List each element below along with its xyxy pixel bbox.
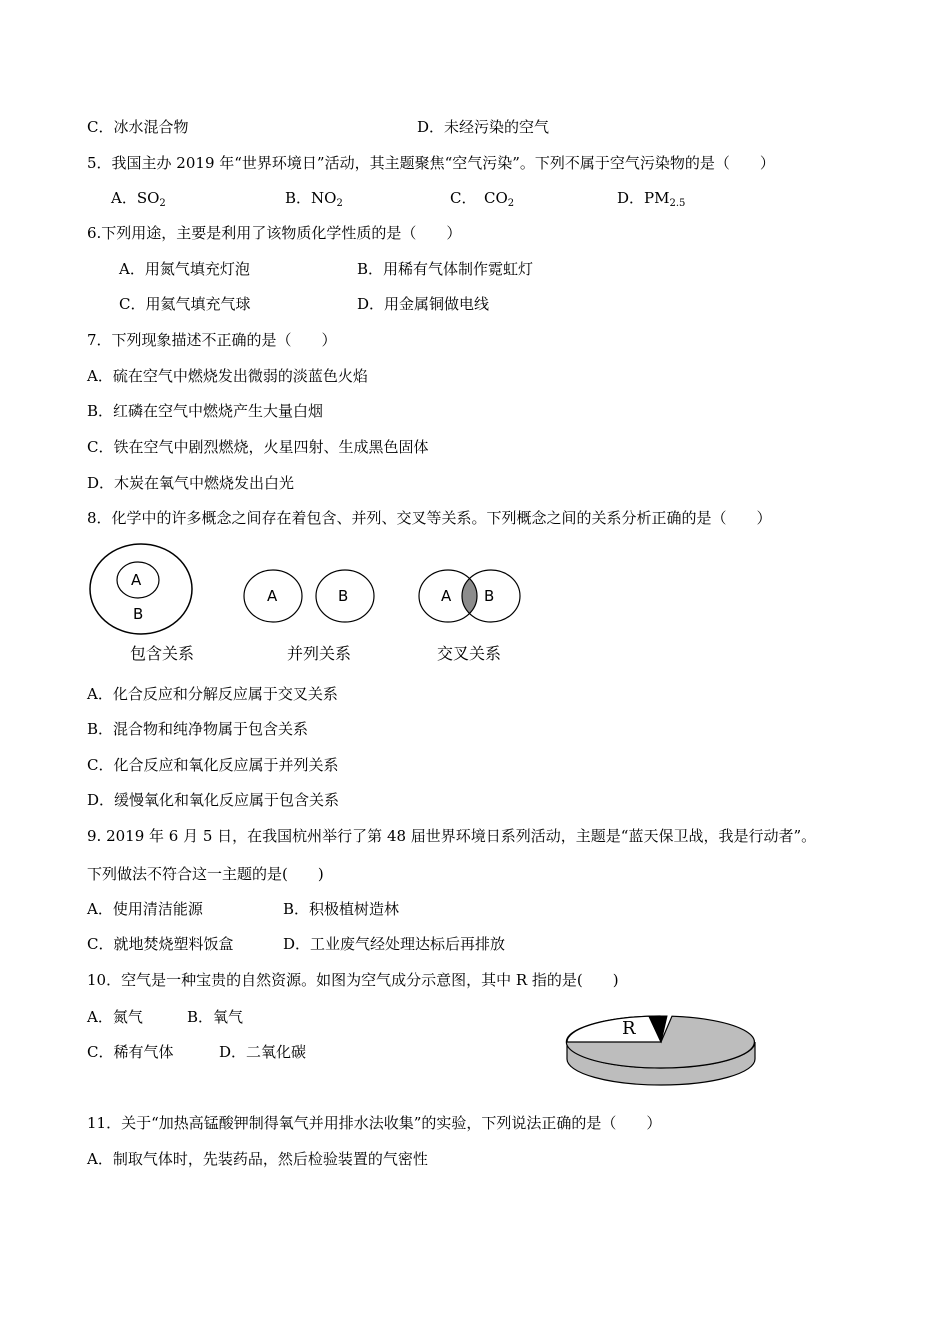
pie-label-r: R (622, 1018, 636, 1039)
q9-stem-line1: 9. 2019 年 6 月 5 日，在我国杭州举行了第 48 届世界环境日系列活动，主题是“蓝天保卫战，我是行动者”。 (87, 827, 817, 845)
q4-option-d: D．未经污染的空气 (417, 118, 550, 136)
q9-option-c: C．就地焚烧塑料饭盒 (87, 935, 234, 953)
label-contain-relation: 包含关系 (130, 644, 195, 663)
q7-option-c: C．铁在空气中剧烈燃烧，火星四射、生成黑色固体 (87, 438, 429, 456)
q6-option-b: B．用稀有气体制作霓虹灯 (357, 260, 534, 278)
concept-relationship-diagram (85, 540, 535, 640)
q8-option-c: C．化合反应和氧化反应属于并列关系 (87, 756, 339, 774)
parallel-letter-a: A (267, 587, 278, 605)
q6-option-a: A．用氮气填充灯泡 (119, 260, 250, 278)
q6-stem: 6.下列用途，主要是利用了该物质化学性质的是（ ） (87, 224, 462, 242)
q10-option-a: A．氮气 (87, 1008, 143, 1026)
q9-option-d: D．工业废气经处理达标后再排放 (283, 935, 506, 953)
label-cross-relation: 交叉关系 (437, 644, 502, 663)
q5-option-b: B．$NO_2$ (285, 189, 343, 209)
contain-letter-b: B (133, 605, 144, 623)
q4-option-c: C．冰水混合物 (87, 118, 189, 136)
q8-stem: 8．化学中的许多概念之间存在着包含、并列、交叉等关系。下列概念之间的关系分析正确的是（ ） (87, 509, 772, 527)
q7-option-a: A．硫在空气中燃烧发出微弱的淡蓝色火焰 (87, 367, 368, 385)
q11-stem: 11．关于“加热高锰酸钾制得氧气并用排水法收集”的实验，下列说法正确的是（ ） (87, 1114, 662, 1132)
q7-option-d: D．木炭在氧气中燃烧发出白光 (87, 474, 295, 492)
q7-option-b: B．红磷在空气中燃烧产生大量白烟 (87, 402, 324, 420)
q7-stem: 7．下列现象描述不正确的是（ ） (87, 331, 337, 349)
pie-sector-r (567, 1016, 661, 1042)
parallel-letter-b: B (338, 587, 349, 605)
q6-option-d: D．用金属铜做电线 (357, 295, 490, 313)
q10-option-b: B．氧气 (187, 1008, 244, 1026)
air-composition-pie-chart (560, 1005, 760, 1085)
q8-option-a: A．化合反应和分解反应属于交叉关系 (87, 685, 338, 703)
q11-option-a: A．制取气体时，先装药品，然后检验装置的气密性 (87, 1150, 428, 1168)
q9-option-a: A．使用清洁能源 (87, 900, 203, 918)
q10-option-d: D．二氧化碳 (219, 1043, 307, 1061)
q8-option-b: B．混合物和纯净物属于包含关系 (87, 720, 309, 738)
q9-stem-line2: 下列做法不符合这一主题的是( ) (87, 865, 324, 883)
q5-option-a: A．$SO_2$ (111, 189, 166, 209)
q6-option-c: C．用氦气填充气球 (119, 295, 251, 313)
label-parallel-relation: 并列关系 (287, 644, 352, 663)
q5-option-d: D．$PM_{2.5}$ (617, 189, 686, 209)
q9-option-b: B．积极植树造林 (283, 900, 400, 918)
q5-stem: 5．我国主办 2019 年“世界环境日”活动，其主题聚焦“空气污染”。下列不属于空气污染物的是（ ） (87, 154, 775, 172)
q8-option-d: D．缓慢氧化和氧化反应属于包含关系 (87, 791, 340, 809)
q5-option-c: C． $CO_2$ (450, 189, 515, 209)
q10-stem: 10．空气是一种宝贵的自然资源。如图为空气成分示意图，其中 R 指的是( ) (87, 971, 619, 989)
cross-letter-b: B (484, 587, 495, 605)
cross-letter-a: A (441, 587, 452, 605)
contain-letter-a: A (131, 571, 142, 589)
q10-option-c: C．稀有气体 (87, 1043, 174, 1061)
